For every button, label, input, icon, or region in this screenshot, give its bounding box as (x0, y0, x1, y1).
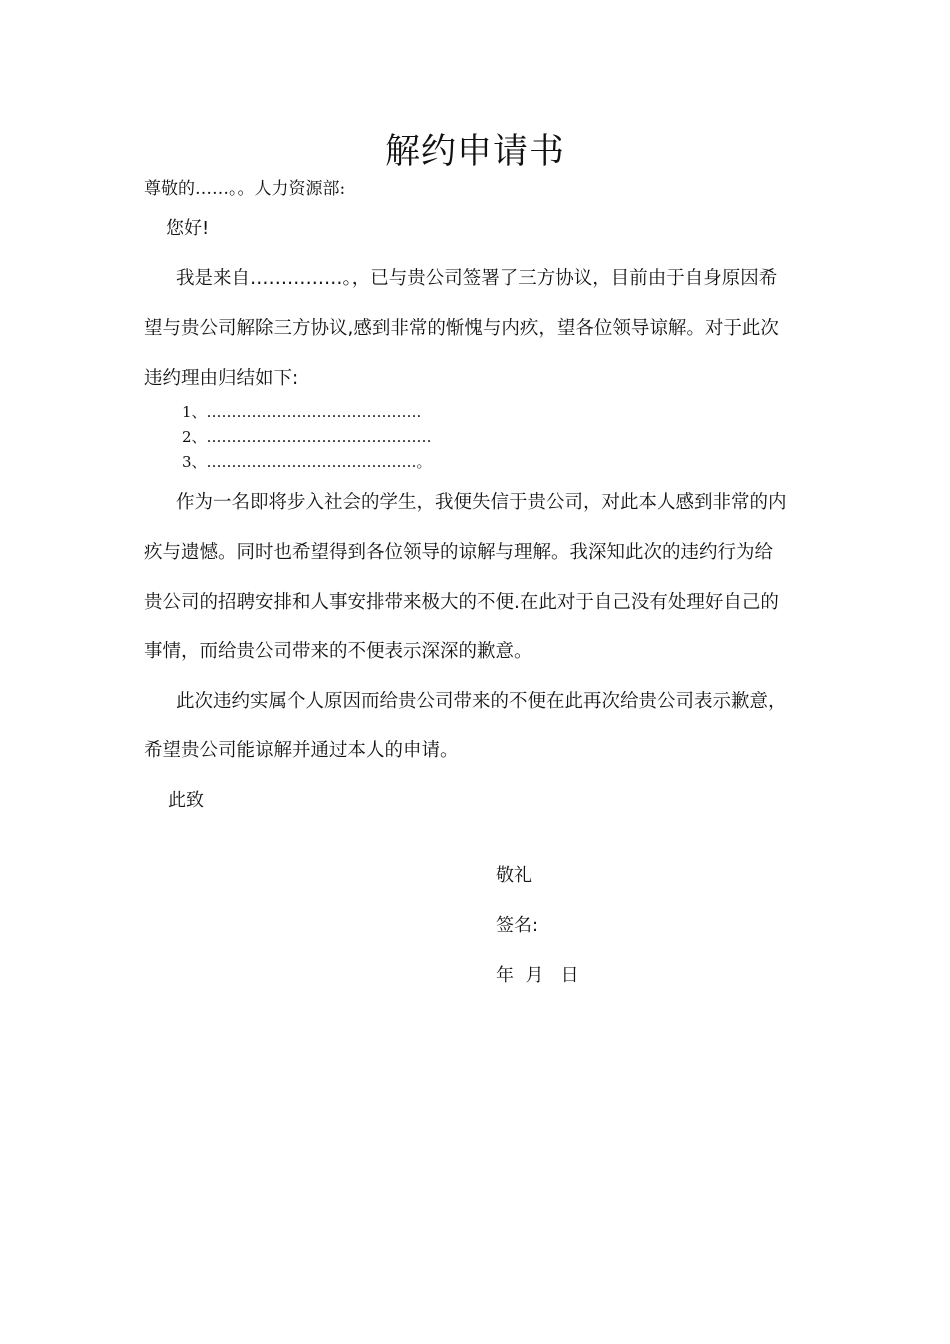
paragraph-line: 疚与遗憾。同时也希望得到各位领导的谅解与理解。我深知此次的违约行为给 (144, 542, 774, 563)
paragraph-line: 贵公司的招聘安排和人事安排带来极大的不便.在此对于自己没有处理好自己的 (144, 592, 779, 613)
paragraph-line: 作为一名即将步入社会的学生，我便失信于贵公司，对此本人感到非常的内 (176, 492, 787, 513)
list-item: 3、……………………………………。 (182, 453, 432, 471)
list-item: 2、……………………………………… (182, 428, 432, 446)
paragraph-line: 违约理由归结如下: (144, 368, 299, 389)
list-item: 1、……………………………………. (182, 403, 422, 421)
signature-label: 签名: (496, 915, 539, 936)
greeting: 您好! (166, 218, 210, 239)
paragraph-line: 此次违约实属个人原因而给贵公司带来的不便在此再次给贵公司表示歉意， (176, 691, 787, 712)
paragraph-line: 希望贵公司能谅解并通过本人的申请。 (144, 740, 459, 761)
salutation: 尊敬的……。。人力资源部: (144, 179, 346, 199)
closing-phrase: 此致 (168, 790, 204, 811)
paragraph-line: 事情，而给贵公司带来的不便表示深深的歉意。 (144, 641, 533, 662)
paragraph-line: 望与贵公司解除三方协议,感到非常的惭愧与内疚，望各位领导谅解。对于此次 (144, 318, 779, 339)
regards: 敬礼 (496, 865, 532, 886)
date-label: 年 月 日 (496, 965, 579, 986)
document-title: 解约申请书 (384, 132, 565, 172)
paragraph-line: 我是来自……………。，已与贵公司签署了三方协议，目前由于自身原因希 (176, 268, 778, 289)
